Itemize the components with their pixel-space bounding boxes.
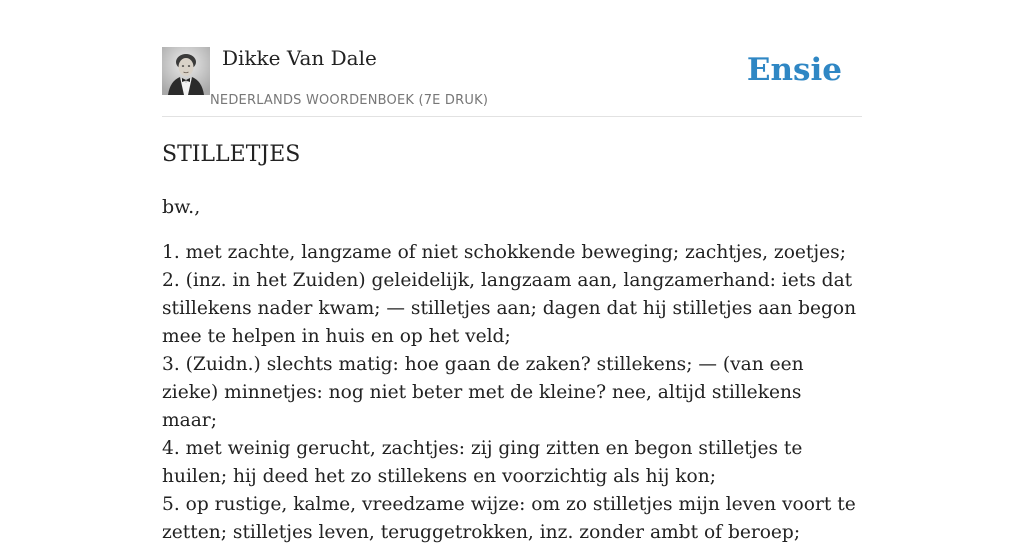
entry-header (162, 0, 862, 117)
author-name[interactable]: Dikke Van Dale (222, 46, 377, 70)
author-avatar[interactable] (162, 47, 210, 95)
definition-item: 2. (inz. in het Zuiden) geleidelijk, langzaam aan, langzamerhand: iets dat stillekens nader kwam; — stilletjes aan; dagen dat hij stilletjes aan begon mee te helpen in huis en op het veld; (162, 270, 857, 347)
definition-item: 3. (Zuidn.) slechts matig: hoe gaan de zaken? stillekens; — (van een zieke) minnetjes: nog niet beter met de kleine? nee, altijd stillekens maar; (162, 354, 804, 431)
source-label[interactable]: NEDERLANDS WOORDENBOEK (7E DRUK) (210, 93, 489, 108)
entry-term: STILLETJES (162, 142, 301, 167)
part-of-speech: bw., (162, 196, 201, 218)
ensie-logo[interactable]: Ensie (746, 52, 842, 88)
definition-list (162, 239, 862, 547)
definition-item: 1. met zachte, langzame of niet schokkende beweging; zachtjes, zoetjes; (162, 242, 846, 263)
portrait-icon (162, 47, 210, 95)
definition-item: 5. op rustige, kalme, vreedzame wijze: om zo stilletjes mijn leven voort te zetten; stilletjes leven, teruggetrokken, inz. zonder ambt of beroep; (162, 494, 856, 543)
definition-item: 4. met weinig gerucht, zachtjes: zij ging zitten en begon stilletjes te huilen; hij deed het zo stillekens en voorzichtig als hij kon; (162, 438, 803, 487)
entry-card (162, 0, 862, 543)
